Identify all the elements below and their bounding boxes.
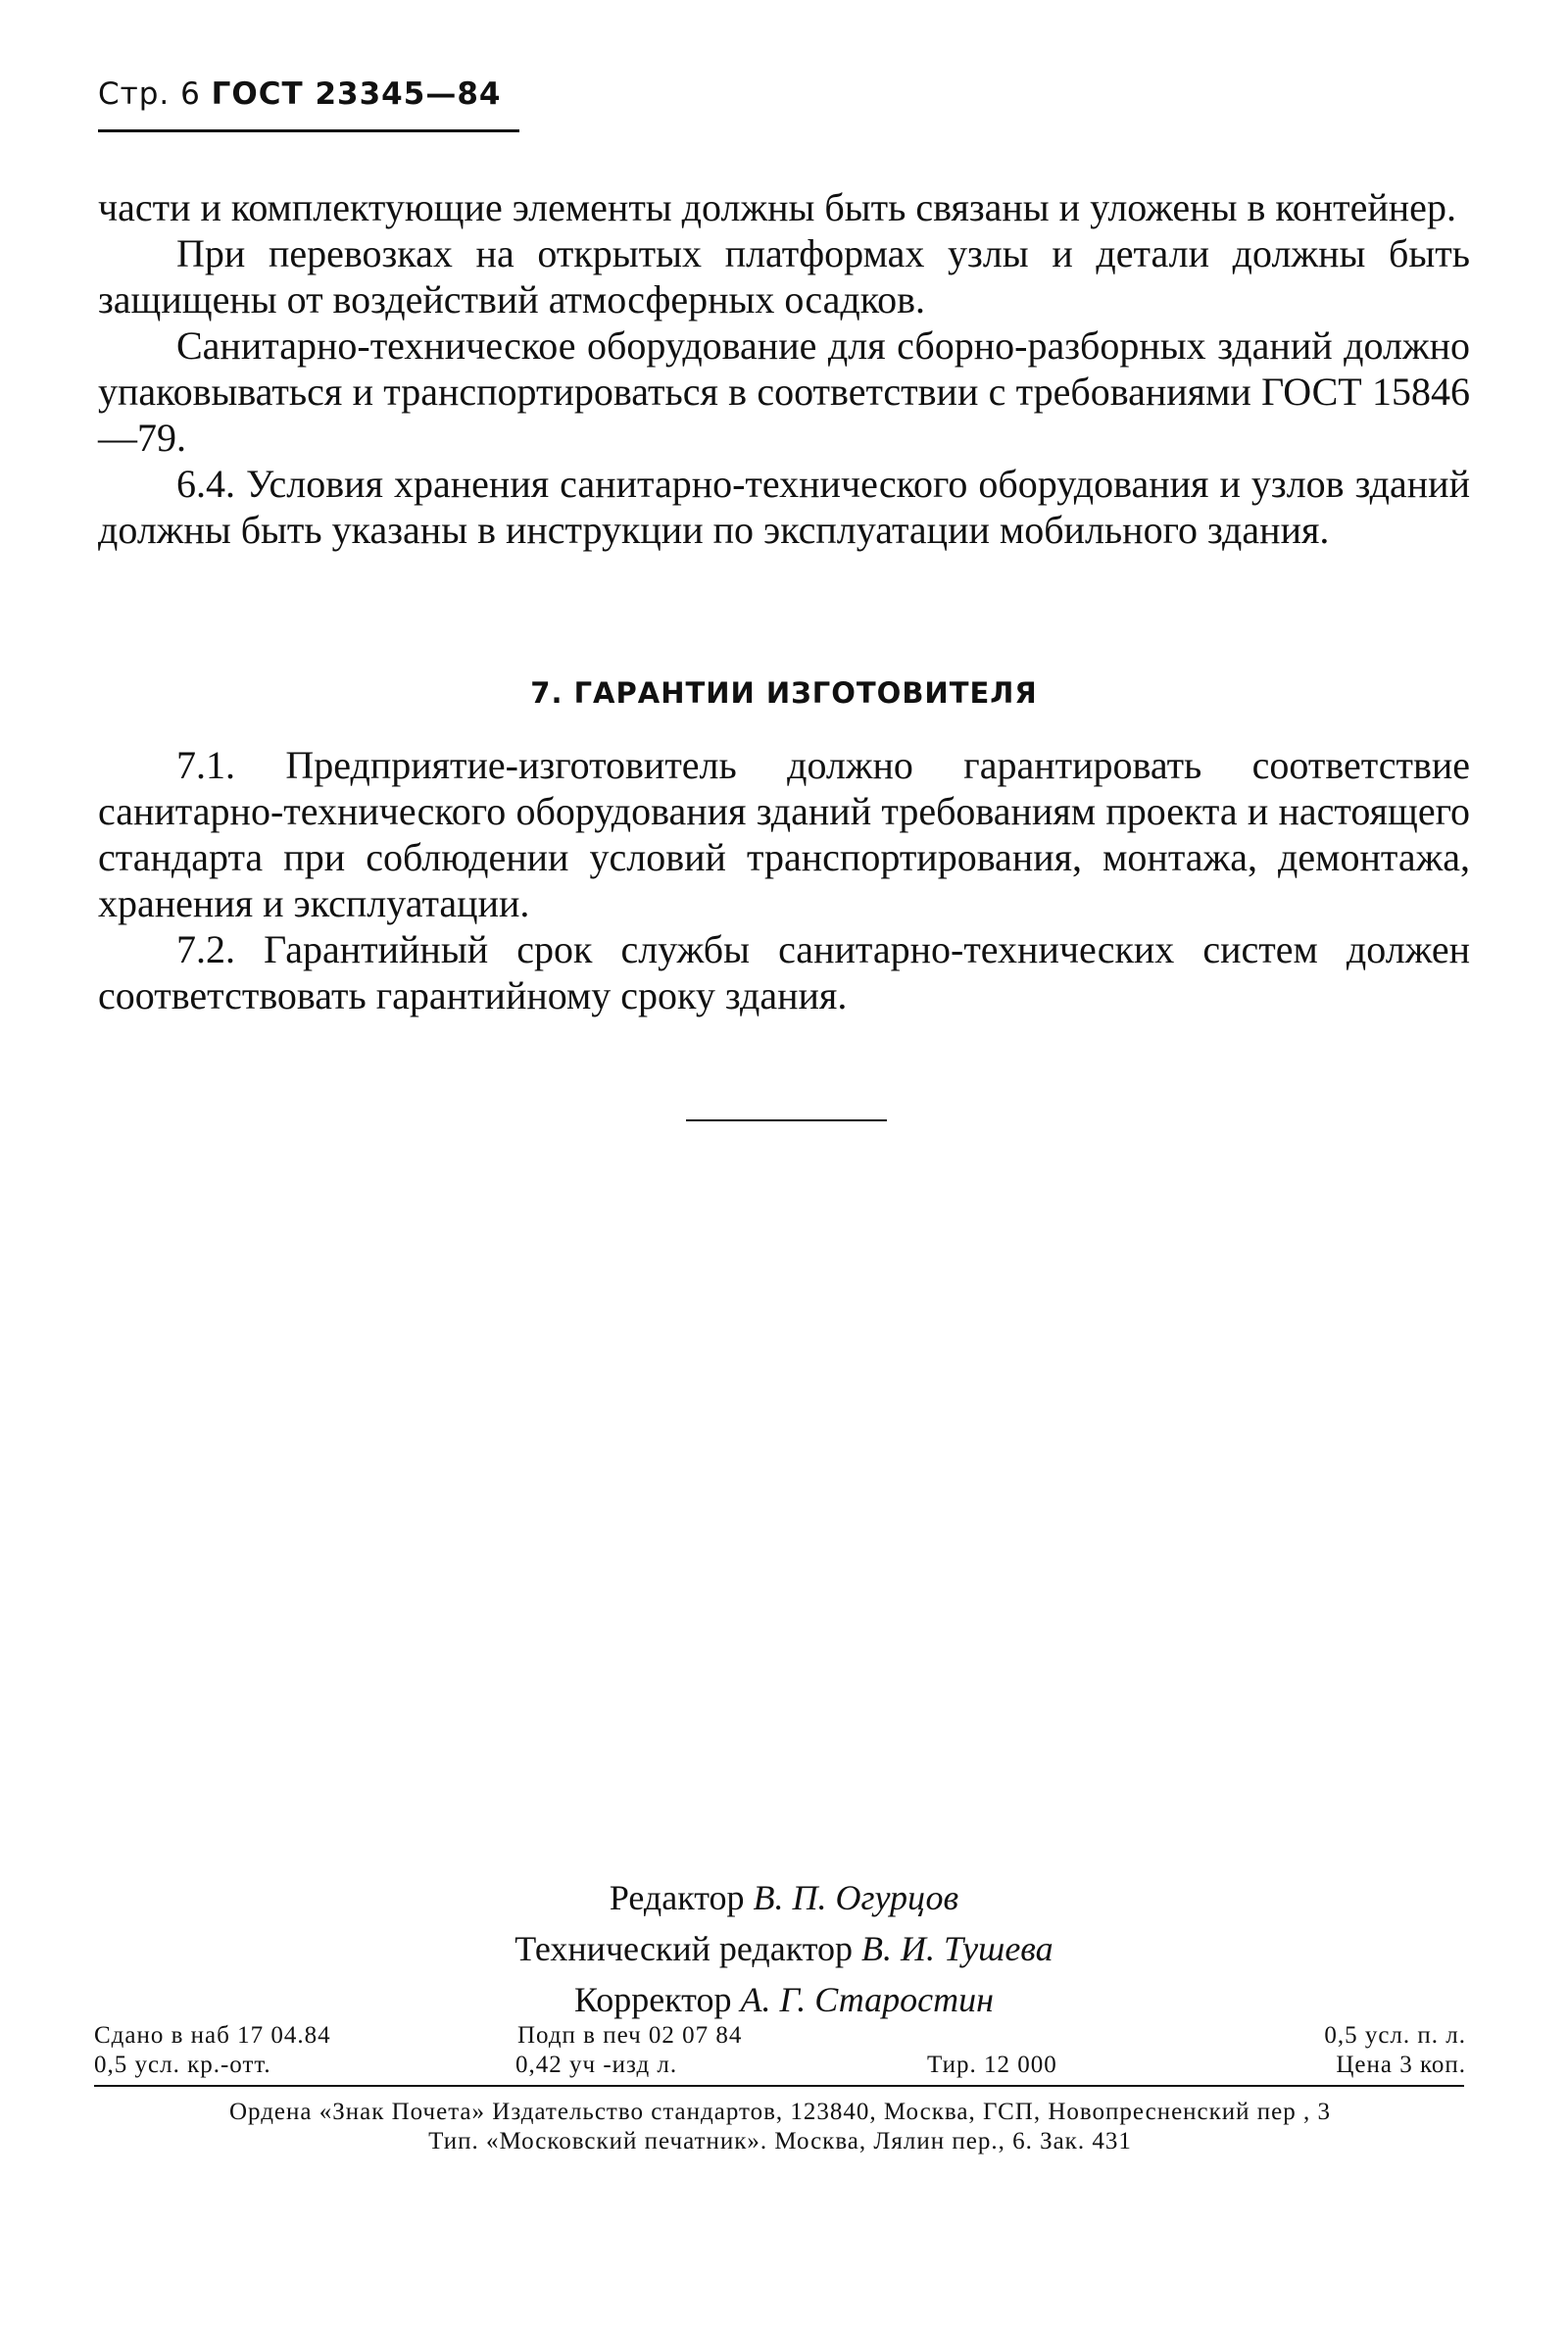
paragraph-transport: При перевозках на открытых платформах узлы и детали должны быть защищены от воздействий атмосферных осадков. bbox=[98, 231, 1470, 322]
imprint bbox=[94, 2021, 1466, 2080]
imprint-price: Цена 3 коп. bbox=[1336, 2052, 1466, 2078]
imprint-rule bbox=[94, 2085, 1464, 2087]
credit-role: Технический редактор bbox=[514, 1929, 854, 1968]
section-7-text bbox=[98, 742, 1470, 1018]
publisher-line: Ордена «Знак Почета» Издательство стандартов, 123840, Москва, ГСП, Новопресненский пер , 3 bbox=[228, 2099, 1332, 2125]
printer-line: Тип. «Московский печатник». Москва, Лялин пер., 6. Зак. 431 bbox=[428, 2128, 1132, 2154]
section-title: 7. ГАРАНТИИ ИЗГОТОВИТЕЛЯ bbox=[530, 676, 1038, 710]
credit-proofreader bbox=[98, 1974, 1470, 2025]
credit-name: А. Г. Старостин bbox=[740, 1980, 995, 2019]
paragraph-continuation: части и комплектующие элементы должны быть связаны и уложены в контейнер. bbox=[98, 185, 1456, 229]
imprint-line bbox=[94, 2051, 1466, 2080]
imprint-kr-ott: 0,5 усл. кр.-отт. bbox=[94, 2052, 271, 2078]
paragraph-6-4: 6.4. Условия хранения санитарно-технического оборудования и узлов зданий должны быть указаны в инструкции по эксплуатации мобильного здания. bbox=[98, 462, 1470, 552]
imprint-print-run: Тир. 12 000 bbox=[927, 2052, 1057, 2078]
imprint-line bbox=[94, 2021, 1466, 2051]
credit-role: Редактор bbox=[609, 1878, 745, 1917]
credit-name: В. И. Тушева bbox=[861, 1929, 1054, 1968]
imprint-submitted: Сдано в наб 17 04.84 bbox=[94, 2022, 331, 2049]
document-number: ГОСТ 23345—84 bbox=[211, 76, 502, 112]
credit-name: В. П. Огурцов bbox=[753, 1878, 959, 1917]
imprint-uch-izd: 0,42 уч -изд л. bbox=[515, 2052, 678, 2078]
body-text bbox=[98, 184, 1470, 553]
end-rule bbox=[686, 1119, 887, 1121]
credits bbox=[98, 1872, 1470, 2025]
credit-editor bbox=[98, 1872, 1470, 1923]
publisher-info bbox=[94, 2098, 1466, 2156]
running-header bbox=[98, 76, 501, 112]
imprint-sheets: 0,5 усл. п. л. bbox=[1324, 2022, 1466, 2049]
header-rule bbox=[98, 129, 519, 132]
page-label: Стр. 6 bbox=[98, 76, 201, 112]
paragraph-packaging: Санитарно-техническое оборудование для сборно-разборных зданий должно упаковываться и транспортироваться в соответствии с требованиями ГОСТ 15846—79. bbox=[98, 323, 1470, 460]
credit-role: Корректор bbox=[573, 1980, 732, 2019]
paragraph-7-1: 7.1. Предприятие-изготовитель должно гарантировать соответствие санитарно-технического оборудования зданий требованиям проекта и настоящего стандарта при соблюдении условий транспортирования, монтажа, демонтажа, хранения и эксплуатации. bbox=[98, 743, 1470, 925]
paragraph-7-2: 7.2. Гарантийный срок службы санитарно-технических систем должен соответствовать гарантийному сроку здания. bbox=[98, 927, 1470, 1017]
credit-tech-editor bbox=[98, 1923, 1470, 1974]
imprint-signed: Подп в печ 02 07 84 bbox=[517, 2022, 743, 2049]
